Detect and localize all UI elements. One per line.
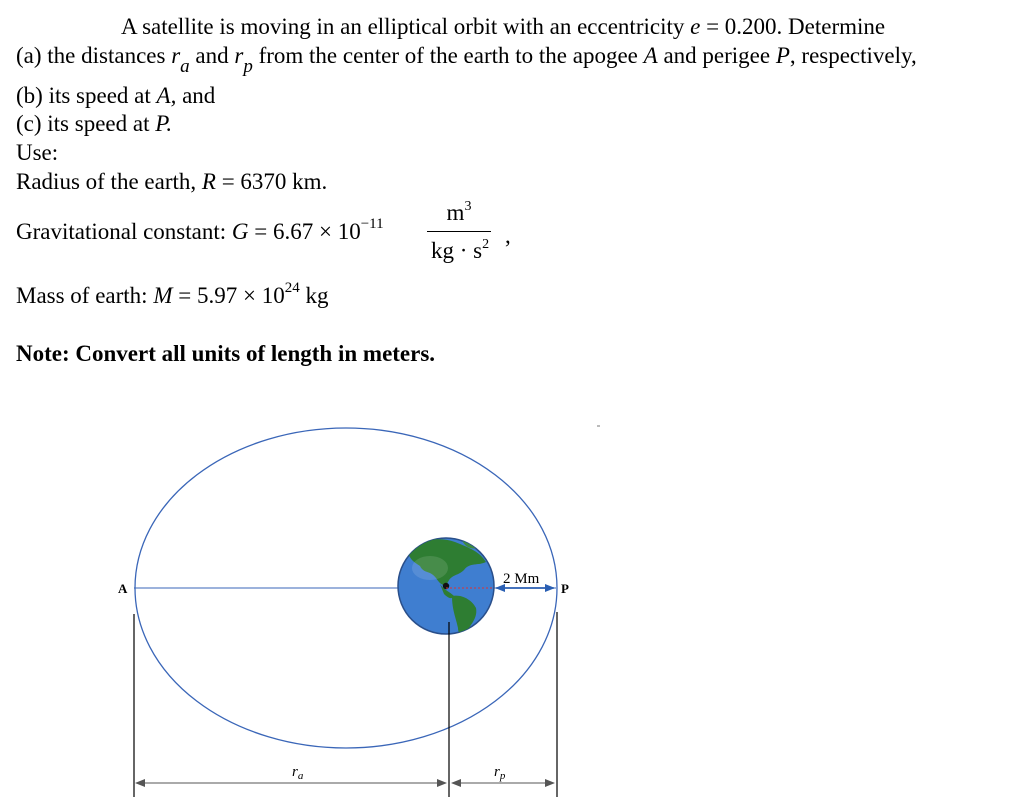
grav-unit-numerator: $m^3$ [446,199,472,225]
grav-unit-denominator: kg · $s^2$ [430,237,490,263]
perigee-label: P [561,581,569,596]
earth-icon [398,538,494,634]
note-text: Note: Convert all units of length in meters. [16,341,436,366]
problem-line-part-a: (a) the distances $r_a$ and $r_p$ from the center of the earth to the apogee A and perigee P, respectively, [16,43,917,77]
problem-line-part-c: (c) its speed at P. [16,111,173,136]
use-label: Use: [16,140,59,165]
problem-line-1: A satellite is moving in an elliptical orbit with an eccentricity e = 0.200. Determine [121,14,886,39]
grav-unit-comma: , [505,223,511,248]
mass-line: Mass of earth: $M = 5.97 \times 10^{24}$ kg [16,280,329,308]
rp-label: $r_p$ [494,764,506,782]
apogee-label: A [118,581,128,596]
gravitational-constant-line: Gravitational constant: $G = 6.67 \times 10^{-11}$ [16,216,384,244]
problem-line-part-b: (b) its speed at A, and [16,83,216,108]
ra-label: $r_a$ [292,764,304,782]
radius-line: Radius of the earth, R = 6370 km. [16,169,328,194]
altitude-label: 2 Mm [503,571,540,587]
